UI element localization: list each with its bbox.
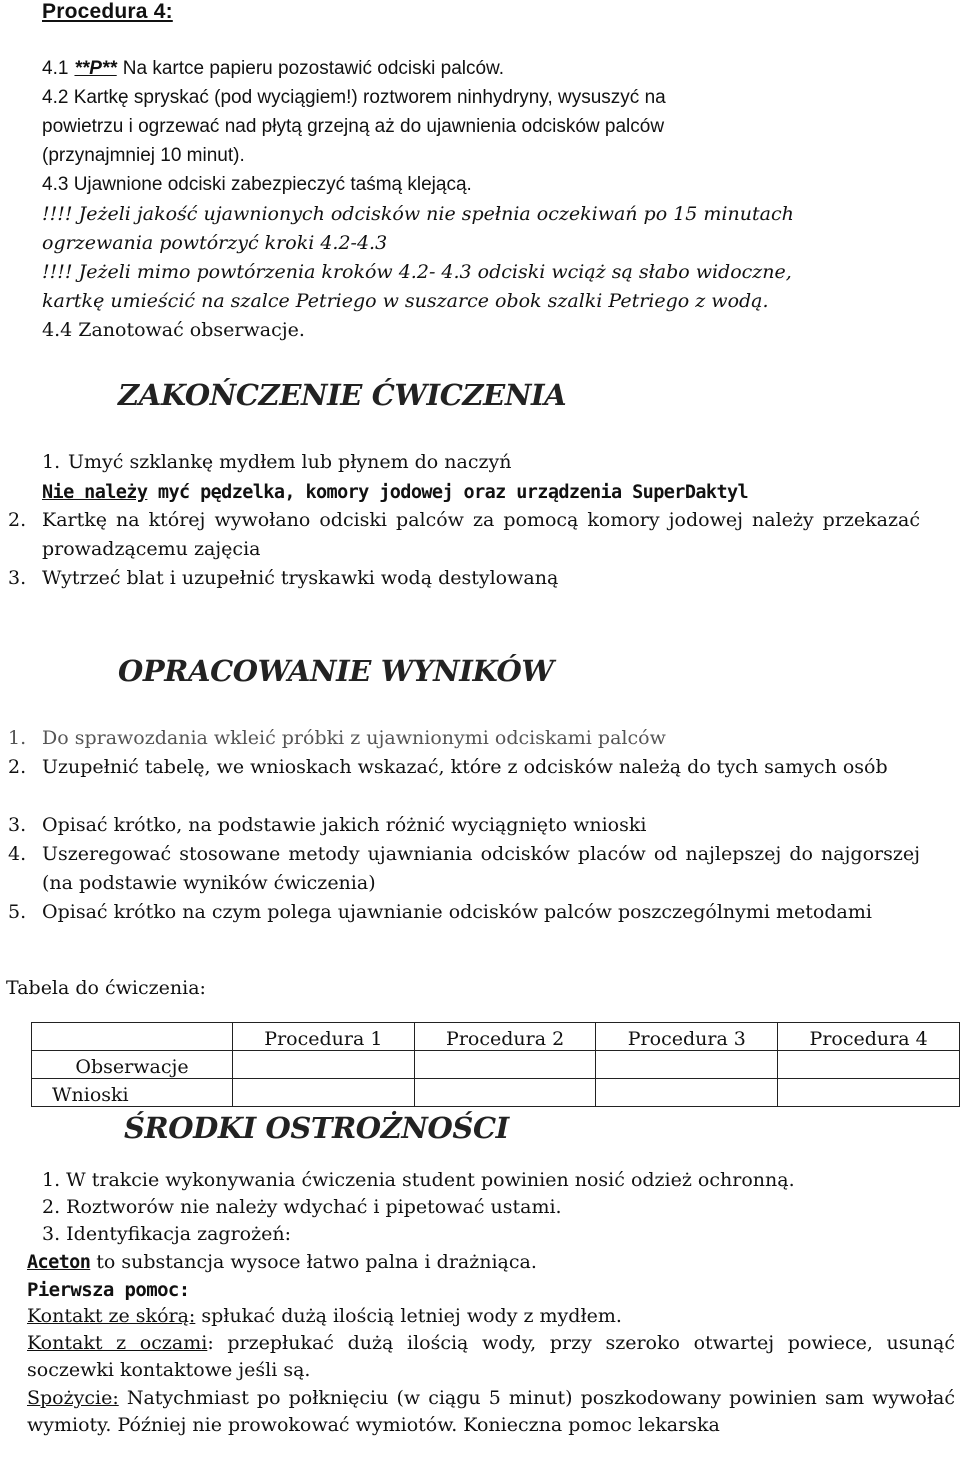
ending-item-1 (42, 448, 511, 477)
step-text: Na kartce papieru pozostawić odciski palców. (122, 58, 505, 79)
first-aid-skin (27, 1303, 622, 1330)
table-row (32, 1079, 960, 1107)
item-text: Uzupełnić tabelę, we wnioskach wskazać, które z odcisków należą do tych samych osób (42, 756, 888, 778)
item-text: Umyć szklankę mydłem lub płynem do naczyń (68, 451, 512, 473)
first-aid-eyes (27, 1330, 955, 1384)
aceton-label: Aceton (27, 1252, 91, 1273)
table-header-cell: Procedura 3 (596, 1023, 778, 1051)
ending-item-3 (8, 564, 558, 593)
step-4-2-line3: (przynajmniej 10 minut). (42, 145, 245, 166)
safety-section-title: ŚRODKI OSTROŻNOŚCI (124, 1111, 513, 1145)
warning-2-line1: !!!! Jeżeli mimo powtórzenia kroków 4.2- 4.3 odciski wciąż są słabo widoczne, (42, 261, 792, 283)
results-item-1 (8, 724, 666, 753)
item-number: 2. (8, 509, 27, 531)
results-item-2 (8, 753, 920, 782)
item-text: Kartkę na której wywołano odciski palców za pomocą komory jodowej należy przekazać prowadzącemu zajęcia (42, 509, 920, 560)
step-4-2-line2: powietrzu i ogrzewać nad płytą grzejną aż do ujawnienia odcisków palców (42, 116, 665, 137)
table-caption: Tabela do ćwiczenia: (6, 977, 206, 999)
results-item-3 (8, 811, 646, 840)
item-number: 3. (8, 567, 27, 589)
table-cell[interactable] (414, 1051, 596, 1079)
aceton-text: to substancja wysoce łatwo palna i drażniąca. (90, 1251, 537, 1273)
item-text: Opisać krótko, na podstawie jakich różnić wyciągnięto wnioski (42, 814, 647, 836)
eyes-label: Kontakt z oczami (27, 1332, 208, 1354)
table-cell[interactable] (596, 1051, 778, 1079)
table-header-cell: Procedura 2 (414, 1023, 596, 1051)
table-header-cell: Procedura 1 (233, 1023, 415, 1051)
results-section-title: OPRACOWANIE WYNIKÓW (118, 654, 554, 688)
item-number: 2. (8, 756, 27, 778)
item-text: Uszeregować stosowane metody ujawniania odcisków placów od najlepszej do najgorszej (na podstawie wyników ćwiczenia) (42, 843, 920, 894)
ending-section-title: ZAKOŃCZENIE ĆWICZENIA (118, 378, 567, 412)
table-cell[interactable] (233, 1051, 415, 1079)
note-emphasis: Nie należy (42, 482, 148, 503)
step-marker: **P** (74, 58, 117, 79)
skin-label: Kontakt ze skórą: (27, 1305, 196, 1327)
table-cell[interactable] (596, 1079, 778, 1107)
ending-item-2 (8, 506, 920, 564)
hazard-aceton (27, 1249, 537, 1276)
ending-item-1-note (42, 481, 748, 505)
item-text: Do sprawozdania wkleić próbki z ujawnionymi odciskami palców (42, 727, 666, 749)
table-row (32, 1051, 960, 1079)
skin-text: spłukać dużą ilością letniej wody z mydłem. (195, 1305, 622, 1327)
ingest-label: Spożycie: (27, 1387, 119, 1409)
table-cell[interactable] (414, 1079, 596, 1107)
safety-item-2: 2. Roztworów nie należy wdychać i pipetować ustami. (42, 1196, 562, 1218)
table-corner-cell (32, 1023, 233, 1051)
safety-item-3: 3. Identyfikacja zagrożeń: (42, 1223, 292, 1245)
step-number: 4.1 (42, 58, 69, 79)
warning-1-line2: ogrzewania powtórzyć kroki 4.2-4.3 (42, 232, 388, 254)
table-header-cell: Procedura 4 (778, 1023, 960, 1051)
table-cell[interactable] (778, 1051, 960, 1079)
item-number: 1. (8, 727, 27, 749)
step-4-2-line1: 4.2 Kartkę spryskać (pod wyciągiem!) roztworem ninhydryny, wysuszyć na (42, 87, 666, 108)
results-table (31, 1022, 960, 1107)
step-4-4: 4.4 Zanotować obserwacje. (42, 319, 305, 341)
first-aid-heading: Pierwsza pomoc: (27, 1279, 190, 1301)
item-number: 5. (8, 901, 27, 923)
item-text: Opisać krótko na czym polega ujawnianie odcisków palców poszczególnymi metodami (42, 901, 872, 923)
warning-1-line1: !!!! Jeżeli jakość ujawnionych odcisków nie spełnia oczekiwań po 15 minutach (42, 203, 794, 225)
first-aid-ingestion (27, 1385, 955, 1439)
table-row-label: Obserwacje (32, 1051, 233, 1079)
step-4-3: 4.3 Ujawnione odciski zabezpieczyć taśmą klejącą. (42, 174, 472, 195)
item-text: Wytrzeć blat i uzupełnić tryskawki wodą destylowaną (42, 567, 559, 589)
item-number: 4. (8, 843, 27, 865)
item-number: 3. (8, 814, 27, 836)
ingest-text: Natychmiast po połknięciu (w ciągu 5 minut) poszkodowany powinien sam wywołać wymioty. Później nie prowokować wymiotów. Konieczna pomoc lekarska (27, 1387, 955, 1436)
item-number: 1. (42, 451, 61, 473)
safety-item-1: 1. W trakcie wykonywania ćwiczenia student powinien nosić odzież ochronną. (42, 1169, 795, 1191)
results-item-4 (8, 840, 920, 898)
results-item-5 (8, 898, 920, 927)
note-text: myć pędzelka, komory jodowej oraz urządzenia SuperDaktyl (147, 482, 749, 503)
table-header-row (32, 1023, 960, 1051)
table-row-label: Wnioski (32, 1079, 233, 1107)
procedure-title: Procedura 4: (42, 0, 173, 23)
warning-2-line2: kartkę umieścić na szalce Petriego w suszarce obok szalki Petriego z wodą. (42, 290, 769, 312)
eyes-text: : przepłukać dużą ilością wody, przy szeroko otwartej powiece, usunąć soczewki kontaktowe jeśli są. (27, 1332, 955, 1381)
step-4-1 (42, 54, 504, 83)
table-cell[interactable] (233, 1079, 415, 1107)
table-cell[interactable] (778, 1079, 960, 1107)
